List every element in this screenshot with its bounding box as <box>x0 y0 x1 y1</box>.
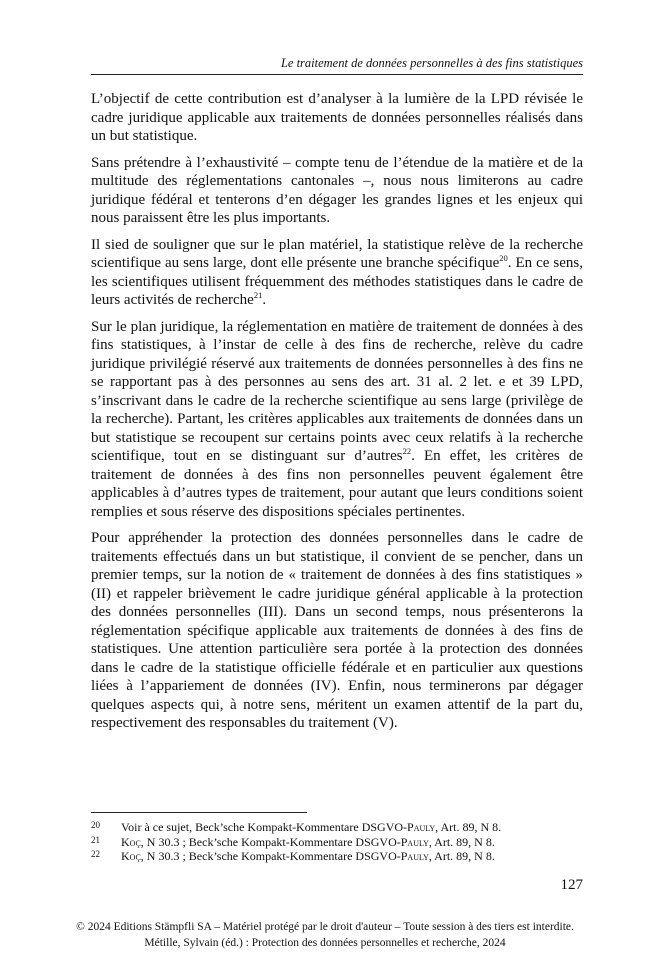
author-smallcaps: auly <box>413 820 436 834</box>
footnote-text: Voir à ce sujet, Beck’sche Kompakt-Kommentare DSGVO-P <box>121 820 414 834</box>
paragraph-2: Sans prétendre à l’exhaustivité – compte tenu de l’étendue de la matière et de la multitude des réglementations cantonales –, nous nous limiterons au cadre juridique fédéral et tenterons d’en dégager les grandes lignes et les enjeux qui nous paraissent être les plus importants. <box>91 154 583 226</box>
paragraph-5: Pour appréhender la protection des données personnelles dans le cadre de traitements effectués dans un but statistique, il convient de se pencher, dans un premier temps, sur la notion de « traitement de données à des fins statistiques » (II) et rappeler brièvement le cadre juridique général applicable à la protection des données personnelles (III). Dans un second temps, nous présenterons la réglementation spécifique applicable aux traitements de données à des fins de statistiques. Une attention particulière sera portée à la protection des données dans le cadre de la statistique officielle fédérale et en particulier aux questions liées à l’appariement de données (IV). Enfin, nous terminerons par dégager quelques aspects qui, à notre sens, méritent un examen attentif de la part du, respectivement des responsables du traitement (V). <box>91 530 583 731</box>
footnote-text: , N 30.3 ; Beck’sche Kompakt-Kommentare DSGVO-P <box>140 834 408 849</box>
running-title: Le traitement de données personnelles à des fins statistiques <box>280 56 583 70</box>
page-number: 127 <box>560 877 583 893</box>
author-initial: K <box>121 849 130 863</box>
paragraph-4-text-a: Sur le plan juridique, la réglementation en matière de traitement de données à des fins statistiques, à l’instar de celle à des fins de recherche, relève du cadre juridique privilégié réservé aux traitements de données personnelles à des fins ne se rapportant pas à des personnes au sens des art. 31 al. 2 let. e et 39 LPD, s’inscrivant dans le cadre de la recherche scientifique au sens large (privilège de la recherche). Partant, les critères applicables aux traitements de données dans un but statistique se recoupent sur certains points avec ceux relatifs à la recherche scientifique, tout en se distinguant sur d’autres <box>91 318 583 464</box>
paragraph-1: L’objectif de cette contribution est d’analyser à la lumière de la LPD révisée le cadre juridique applicable aux traitements de données personnelles réalisés dans un but statistique. <box>91 91 583 144</box>
author-initial: K <box>121 834 130 849</box>
copyright-line-2: Métille, Sylvain (éd.) : Protection des données personnelles et recherche, 2024 <box>144 937 506 949</box>
author-smallcaps: auly <box>407 834 429 849</box>
footnotes <box>91 820 583 864</box>
footnote-number: 22 <box>91 849 100 859</box>
paragraph-4 <box>91 318 583 522</box>
paragraph-3-text-c: . <box>262 292 267 308</box>
paragraph-3-text-b: . En ce sens, les scientifiques utilisent fréquemment des méthodes statistiques dans le cadre de leurs activités de recherche <box>91 255 584 308</box>
footnote-ref-21[interactable]: 21 <box>253 290 263 300</box>
footnote-number: 21 <box>91 834 100 845</box>
author-smallcaps: oç <box>129 834 141 849</box>
footnote-ref-20[interactable]: 20 <box>499 253 508 263</box>
footnote-text-end: , Art. 89, N 8. <box>435 820 502 834</box>
footnote-text-end: , Art. 89, N 8. <box>428 834 495 849</box>
copyright-line-1: © 2024 Editions Stämpfli SA – Matériel protégé par le droit d'auteur – Toute session à des tiers est interdite. <box>76 921 574 933</box>
footnote-number: 20 <box>91 820 100 830</box>
footnote-21 <box>91 835 583 850</box>
author-smallcaps: oç <box>129 849 141 863</box>
body-text <box>91 90 583 741</box>
footnote-divider <box>91 812 307 813</box>
footnote-22 <box>91 849 583 864</box>
paragraph-4-text-b: . En effet, les critères de traitement de données à des fins non personnelles peuvent également être applicables à d’autres types de traitement, pour autant que leurs conditions soient remplies et sous réserve des dispositions spéciales pertinentes. <box>91 448 583 520</box>
paragraph-3-text-a: Il sied de souligner que sur le plan matériel, la statistique relève de la recherche scientifique au sens large, dont elle présente une branche spécifique <box>91 236 583 271</box>
running-header <box>91 52 583 75</box>
paragraph-3 <box>91 236 583 310</box>
author-smallcaps: auly <box>407 849 429 863</box>
footnote-text-end: , Art. 89, N 8. <box>428 849 495 863</box>
footnote-20 <box>91 820 583 835</box>
footnote-ref-22[interactable]: 22 <box>402 446 412 456</box>
footnote-text: , N 30.3 ; Beck’sche Kompakt-Kommentare DSGVO-P <box>140 849 408 863</box>
